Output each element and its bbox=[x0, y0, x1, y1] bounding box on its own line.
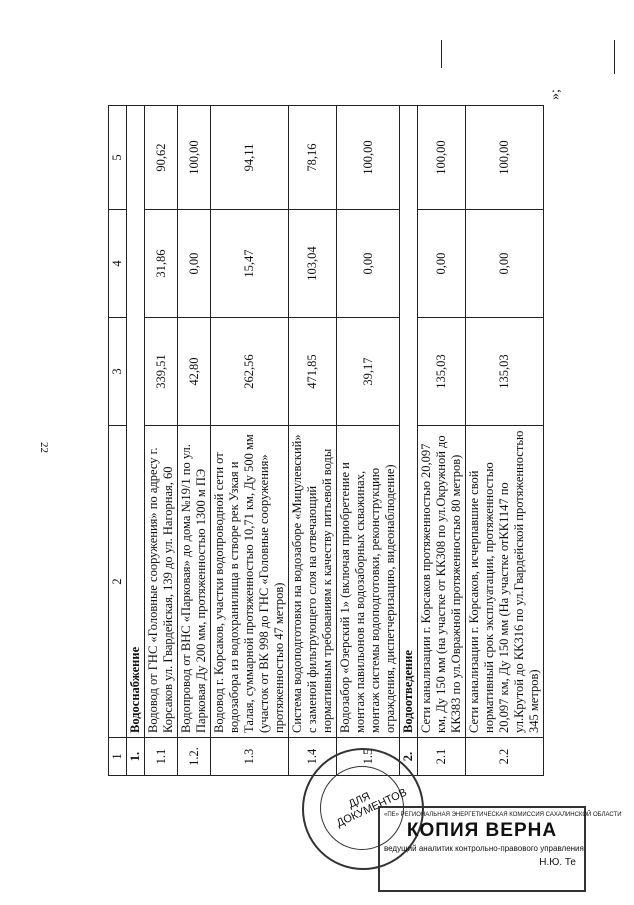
value-col3: 39,17 bbox=[337, 318, 400, 426]
value-col4: 0,00 bbox=[337, 210, 400, 318]
header-cell: 4 bbox=[109, 210, 127, 318]
row-number: 2.1 bbox=[418, 738, 466, 776]
row-number: 1.5 bbox=[337, 738, 400, 776]
object-name: Водовод г. Корсаков, участки водопроводной сети от водозабора из водохранилища в створе рек Узкая и Талая, суммарной протяженностью 10,71 км, Ду 500 мм (участок от ВК 998 до ГНС «Головные сооружения» протяженностью 47 метров) bbox=[211, 426, 289, 738]
header-cell: 3 bbox=[109, 318, 127, 426]
object-name: Сети канализации г. Корсаков протяженностью 20,097 км, Ду 150 мм (на участке от КК308 по ул.Окружной до КК383 по ул.Овражной протяженностью 80 метров) bbox=[418, 426, 466, 738]
value-col5: 100,00 bbox=[466, 106, 544, 210]
object-name: Система водоподготовки на водозаборе «Мицулевский» с заменой фильтрующего слоя на отвечающий нормативным требованиям к качеству питьевой воды bbox=[289, 426, 337, 738]
table-row bbox=[178, 106, 211, 776]
table-row bbox=[337, 106, 400, 776]
object-name: Сети канализации г. Корсаков, исчерпавшие свой нормативный срок эксплуатации, протяженностью 20,097 км, Ду 150 мм (На участке отКК1147 по ул.Крутой до КК316 по ул.Гвардейской протяженностью 345 метров) bbox=[466, 426, 544, 738]
value-col4: 0,00 bbox=[418, 210, 466, 318]
value-col5: 100,00 bbox=[418, 106, 466, 210]
section-row bbox=[400, 106, 418, 776]
row-number: 1. bbox=[127, 738, 145, 776]
seal-text: ДЛЯ ДОКУМЕНТОВ bbox=[334, 786, 409, 830]
value-col5: 90,62 bbox=[145, 106, 178, 210]
header-cell: 5 bbox=[109, 106, 127, 210]
value-col4: 15,47 bbox=[211, 210, 289, 318]
table-row bbox=[145, 106, 178, 776]
stamp-signer: Н.Ю. Те bbox=[539, 857, 576, 868]
value-col5: 100,00 bbox=[337, 106, 400, 210]
table-row bbox=[289, 106, 337, 776]
value-col4: 103,04 bbox=[289, 210, 337, 318]
object-name: Водозабор «Озерский 1» (включая приобретение и монтаж павильонов на водозаборных скважинах, монтаж системы водоподготовки, реконструкцию ограждения, диспетчеризацию, видеонаблюдение) bbox=[337, 426, 400, 738]
section-title: Водоотведение bbox=[400, 106, 418, 738]
row-number: 1.2. bbox=[178, 738, 211, 776]
row-number: 2. bbox=[400, 738, 418, 776]
row-number: 1.1 bbox=[145, 738, 178, 776]
value-col4: 0,00 bbox=[466, 210, 544, 318]
row-number: 2.2 bbox=[466, 738, 544, 776]
value-col3: 262,56 bbox=[211, 318, 289, 426]
object-name: Водовод от ГНС «Головные сооружения» по адресу г. Корсаков ул. Гвардейская, 139 до ул. Нагорная, 60 bbox=[145, 426, 178, 738]
section-title: Водоснабжение bbox=[127, 106, 145, 738]
value-col4: 0,00 bbox=[178, 210, 211, 318]
document-table-rotated bbox=[108, 106, 568, 776]
object-name: Водопровод от ВНС «Парковая» до дома №19/1 по ул. Парковая Ду 200 мм, протяженностью 1300 м ПЭ bbox=[178, 426, 211, 738]
value-col3: 339,51 bbox=[145, 318, 178, 426]
value-col3: 471,85 bbox=[289, 318, 337, 426]
stamp-title: КОПИЯ ВЕРНА bbox=[406, 820, 558, 841]
scan-mark bbox=[441, 40, 442, 68]
certified-copy-stamp bbox=[378, 806, 622, 892]
header-cell: 1 bbox=[109, 738, 127, 776]
row-number: 1.3 bbox=[211, 738, 289, 776]
value-col3: 42,80 bbox=[178, 318, 211, 426]
value-col5: 94,11 bbox=[211, 106, 289, 210]
table-row bbox=[466, 106, 544, 776]
stamp-dept: ведущий аналитик контрольно-правового управления bbox=[384, 844, 584, 853]
closing-quote: »; bbox=[548, 89, 563, 100]
scan-mark bbox=[614, 40, 615, 74]
value-col3: 135,03 bbox=[418, 318, 466, 426]
row-number: 1.4 bbox=[289, 738, 337, 776]
value-col3: 135,03 bbox=[466, 318, 544, 426]
table-row bbox=[418, 106, 466, 776]
table-row bbox=[211, 106, 289, 776]
stamp-org: «ПЕ» РЕГИОНАЛЬНАЯ ЭНЕРГЕТИЧЕСКАЯ КОМИССИЯ САХАЛИНСКОЙ ОБЛАСТИ bbox=[384, 812, 622, 818]
value-col5: 100,00 bbox=[178, 106, 211, 210]
value-col5: 78,16 bbox=[289, 106, 337, 210]
section-row bbox=[127, 106, 145, 776]
value-col4: 31,86 bbox=[145, 210, 178, 318]
header-cell: 2 bbox=[109, 426, 127, 738]
investment-table bbox=[108, 105, 544, 776]
table-header-row bbox=[109, 106, 127, 776]
page-number: 22 bbox=[38, 442, 50, 453]
